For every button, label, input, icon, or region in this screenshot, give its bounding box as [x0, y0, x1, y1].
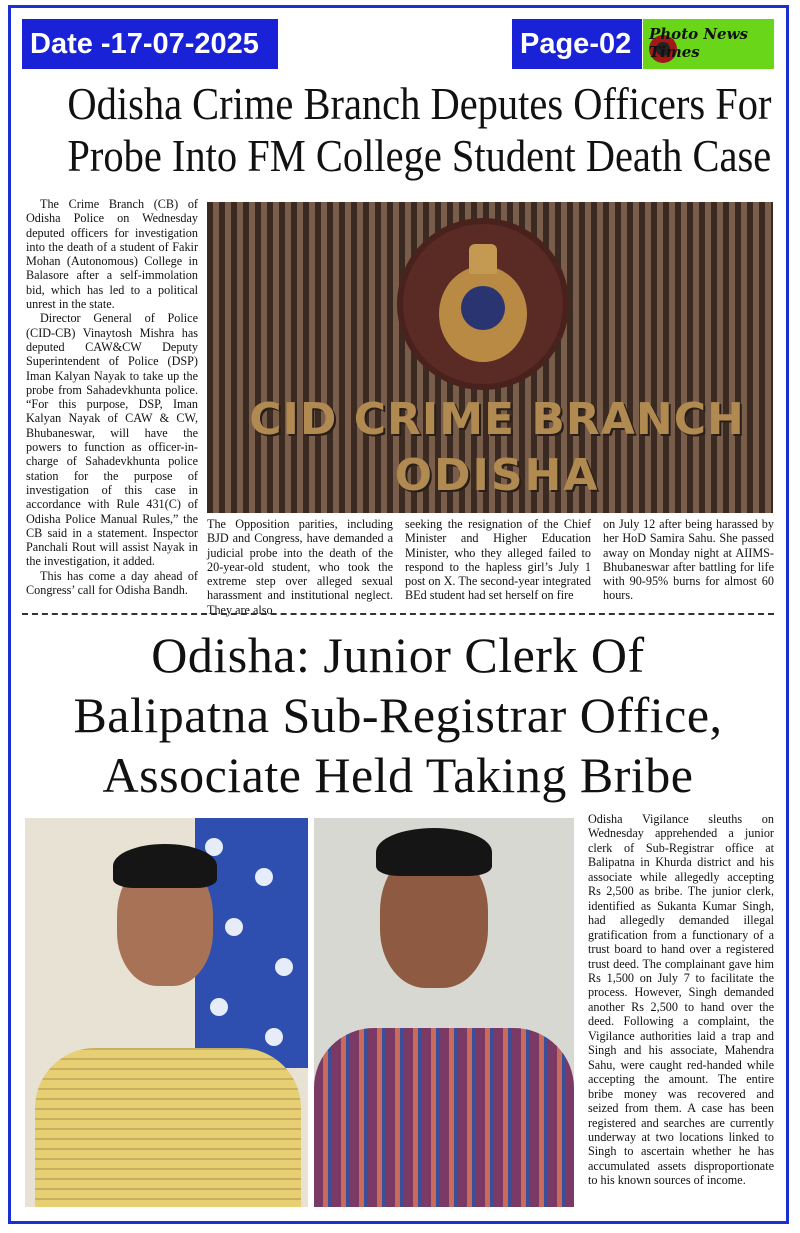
logo-text: Photo News Times	[649, 25, 748, 61]
story1-column-3	[405, 517, 591, 603]
person-hair	[113, 844, 217, 888]
odisha-police-emblem	[403, 224, 563, 384]
story1-column-2	[207, 517, 393, 617]
story1-paragraph: The Opposition parities, including BJD and Congress, have demanded a judicial probe into the death of the 20-year-old student, who took the extreme step over alleged sexual harassment and institutional neglect. They are also	[207, 517, 393, 617]
accused-photo-1	[25, 818, 308, 1207]
story2-headline	[22, 625, 774, 805]
story2-headline-line3: Associate Held Taking Bribe	[102, 747, 694, 803]
date-label: Date -17-07-2025	[22, 19, 278, 69]
story1-paragraph: The Crime Branch (CB) of Odisha Police on Wednesday deputed officers for investigation into the death of a student of Fakir Mohan (Autonomous) College in Balasore after a self-immolation bid, which has led to a political unrest in the state.	[26, 197, 198, 312]
story1-paragraph: This has come a day ahead of Congress’ call for Odisha Bandh.	[26, 568, 198, 598]
accused-photo-2	[314, 818, 574, 1207]
story1-column-1	[26, 197, 198, 597]
story1-paragraph: seeking the resignation of the Chief Minister and Higher Education Minister, who they alleged failed to respond to the hapless girl’s July 1 post on X. The second-year integrated BEd student had set herself on fire	[405, 517, 591, 603]
photo-sign-line1: CID CRIME BRANCH	[249, 394, 745, 445]
story2-paragraph: Odisha Vigilance sleuths on Wednesday apprehended a junior clerk of Sub-Registrar office at Balipatna in Khurda district and his associate while allegedly accepting Rs 2,500 as bribe. The junior clerk, identified as Sukanta Kumar Singh, had allegedly demanded illegal gratification from a functionary of a trust board to hand over a registered trust deed. The complainant gave him Rs 1,500 on July 7 to facilitate the process. However, Singh demanded another Rs 2,500 to hand over the deed. Following a complaint, the Vigilance authorities laid a trap and Singh and his associate, Mahendra Sahu, were caught red-handed while accepting the amount. The entire bribe money was recovered and seized from them. A case has been registered and searches are currently underway at two locations linked to Singh to ascertain whether he has accumulated assets disproportionate to his known sources of income.	[588, 812, 774, 1188]
person-shirt	[314, 1028, 574, 1207]
story2-headline-line2: Balipatna Sub-Registrar Office,	[73, 687, 723, 743]
section-divider	[22, 613, 774, 615]
story2-headline-line1: Odisha: Junior Clerk Of	[151, 627, 645, 683]
story2-body	[588, 812, 774, 1188]
story1-headline-line1: Odisha Crime Branch Deputes Officers For	[67, 78, 772, 129]
photo-sign-line2: ODISHA	[394, 450, 600, 501]
story1-headline-line2: Probe Into FM College Student Death Case	[67, 130, 772, 181]
story1-headline	[67, 78, 772, 182]
cid-crime-branch-photo	[207, 202, 773, 513]
person-hair	[376, 828, 492, 876]
person-shirt	[35, 1048, 301, 1207]
page-number: Page-02	[512, 19, 642, 69]
story1-paragraph: Director General of Police (CID-CB) Vinaytosh Mishra has deputed CAW&CW Deputy Superintendent of Police (DSP) Iman Kalyan Nayak to take up the probe from Sahadevkhunta police. “For this purpose, DSP, Iman Kalyan Nayak of CAW & CW, Bhubaneswar, will have the powers to function as officer-in-charge of Sahadevkhunta police station for the purpose of investigation of this case in accordance with Rule 431(C) of Odisha Police Manual Rules,” the CB said in a statement. Inspector Panchali Rout will assist Nayak in the investigation, it added.	[26, 311, 198, 569]
newspaper-logo	[643, 19, 774, 69]
story1-column-4	[603, 517, 774, 603]
story1-paragraph: on July 12 after being harassed by her HoD Samira Sahu. She passed away on Monday night at AIIMS-Bhubaneswar after battling for life with 90-95% burns for almost 60 hours.	[603, 517, 774, 603]
